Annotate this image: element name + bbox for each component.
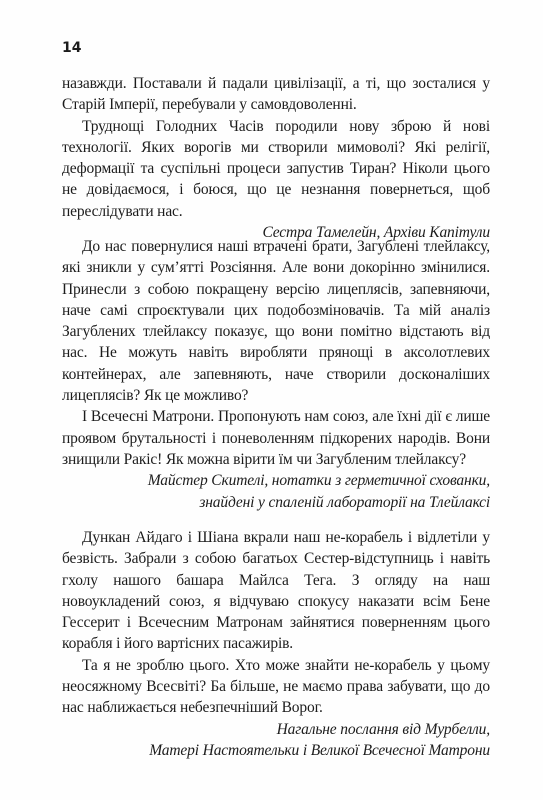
attribution-line: Майстер Скителі, нотатки з герметичної схованки,: [147, 472, 490, 490]
page-number: 14: [62, 40, 82, 56]
attribution-line: знайдені у спаленій лабораторії на Тлейлаксі: [199, 493, 490, 511]
attribution-line: Матері Настоятельки і Великої Всечесної Матрони: [149, 741, 490, 759]
epigraph-section-2: [62, 236, 490, 513]
paragraph: назавжди. Поставали й падали цивілізації, а ті, що зосталися у Старій Імперії, перебували у самовдоволенні.: [62, 75, 490, 114]
paragraph: До нас повернулися наші втрачені брати, Загублені тлейлаксу, які зникли у сум’ятті Розсіяння. Але вони докорінно змінилися. Принесли з собою покращену версію лицеплясів, запевняючи, наче самі спроєктували цих подобозміновачів. Та мій аналіз Загублених тлейлаксу показує, що вони помітно відстають від нас. Не можуть навіть виробляти прянощі в аксолотлевих контейнерах, але запевняють, наче створили досконаліших лицеплясів? Як це можливо?: [62, 238, 490, 405]
attribution-line: Сестра Тамелейн, Архіви Капітули: [262, 224, 490, 242]
attribution-line: Нагальне послання від Мурбелли,: [276, 720, 490, 738]
epigraph-section-1: [62, 73, 490, 243]
paragraph: Та я не зроблю цього. Хто може знайти не-корабель у цьому неосяжному Всесвіті? Ба більше, не маємо права забувати, що до нас наближається небезпечніший Ворог.: [62, 656, 490, 717]
paragraph: Труднощі Голодних Часів породили нову зброю й нові технології. Яких ворогів ми створили мимоволі? Які релігії, деформації та суспільні процеси запустив Тиран? Ніколи цього не довідаємося, і боюся, що це незнання повернеться, щоб переслідувати нас.: [62, 117, 490, 220]
epigraph-section-3: [62, 527, 490, 761]
paragraph: Дункан Айдаго і Шіана вкрали наш не-корабель і відлетіли у безвість. Забрали з собою багатьох Сестер-відступниць і навіть гхолу нашого башара Майлса Тега. З огляду на наш новоукладений союз, я відчуваю спокусу наказати всім Бене Гессерит і Всечесним Матронам зайнятися поверненням цього корабля і його вартісних пасажирів.: [62, 529, 490, 653]
paragraph: І Всечесні Матрони. Пропонують нам союз, але їхні дії є лише проявом брутальності і поневоленням підкорених народів. Вони знищили Ракіс! Як можна вірити їм чи Загубленим тлейлаксу?: [62, 408, 490, 468]
